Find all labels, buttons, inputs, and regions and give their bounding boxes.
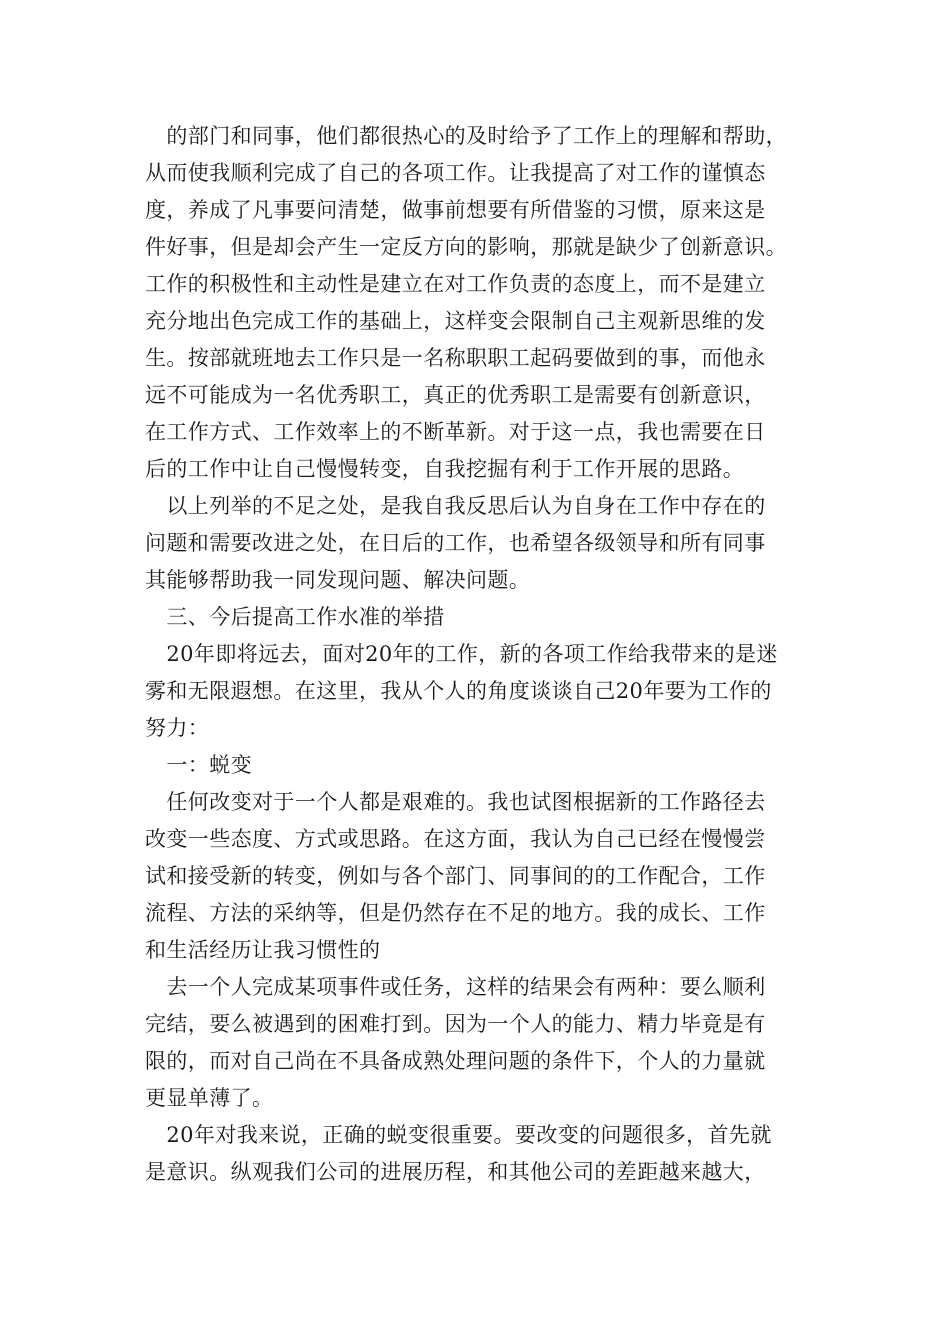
document-body	[145, 118, 813, 1191]
text-line: 的部门和同事，他们都很热心的及时给予了工作上的理解和帮助，	[145, 124, 787, 148]
text-line: 件好事，但是却会产生一定反方向的影响，那就是缺少了创新意识。	[145, 235, 787, 259]
text-line: 完结，要么被遇到的困难打到。因为一个人的能力、精力毕竟是有	[145, 1012, 766, 1036]
text-line: 雾和无限遐想。在这里，我从个人的角度谈谈自己20年要为工作的	[145, 679, 772, 703]
text-line: 努力：	[145, 716, 210, 740]
text-line: 其能够帮助我一同发现问题、解决问题。	[145, 568, 531, 592]
text-line: 后的工作中让自己慢慢转变，自我挖掘有利于工作开展的思路。	[145, 457, 745, 481]
text-line: 度，养成了凡事要问清楚，做事前想要有所借鉴的习惯，原来这是	[145, 198, 766, 222]
text-line: 改变一些态度、方式或思路。在这方面，我认为自己已经在慢慢尝	[145, 827, 766, 851]
text-line: 问题和需要改进之处，在日后的工作，也希望各级领导和所有同事	[145, 531, 766, 555]
text-line: 远不可能成为一名优秀职工，真正的优秀职工是需要有创新意识，	[145, 383, 766, 407]
text-line: 是意识。纵观我们公司的进展历程，和其他公司的差距越来越大，	[145, 1160, 766, 1184]
text-line: 在工作方式、工作效率上的不断革新。对于这一点，我也需要在日	[145, 420, 766, 444]
subsection-heading: 一：蜕变	[145, 753, 252, 777]
text-line: 20年对我来说，正确的蜕变很重要。要改变的问题很多，首先就	[145, 1123, 772, 1147]
text-line: 试和接受新的转变，例如与各个部门、同事间的的工作配合，工作	[145, 864, 766, 888]
text-line: 生。按部就班地去工作只是一名称职职工起码要做到的事，而他永	[145, 346, 766, 370]
text-line: 从而使我顺利完成了自己的各项工作。让我提高了对工作的谨慎态	[145, 161, 766, 185]
text-line: 流程、方法的采纳等，但是仍然存在不足的地方。我的成长、工作	[145, 901, 766, 925]
section-heading: 三、今后提高工作水准的举措	[145, 605, 445, 629]
text-line: 更显单薄了。	[145, 1086, 274, 1110]
text-line: 充分地出色完成工作的基础上，这样变会限制自己主观新思维的发	[145, 309, 766, 333]
text-line: 任何改变对于一个人都是艰难的。我也试图根据新的工作路径去	[145, 790, 766, 814]
text-line: 限的，而对自己尚在不具备成熟处理问题的条件下，个人的力量就	[145, 1049, 766, 1073]
text-line: 和生活经历让我习惯性的	[145, 938, 381, 962]
text-line: 去一个人完成某项事件或任务，这样的结果会有两种：要么顺利	[145, 975, 766, 999]
text-line: 20年即将远去，面对20年的工作，新的各项工作给我带来的是迷	[145, 642, 778, 666]
text-line: 工作的积极性和主动性是建立在对工作负责的态度上，而不是建立	[145, 272, 766, 296]
text-line: 以上列举的不足之处，是我自我反思后认为自身在工作中存在的	[145, 494, 766, 518]
